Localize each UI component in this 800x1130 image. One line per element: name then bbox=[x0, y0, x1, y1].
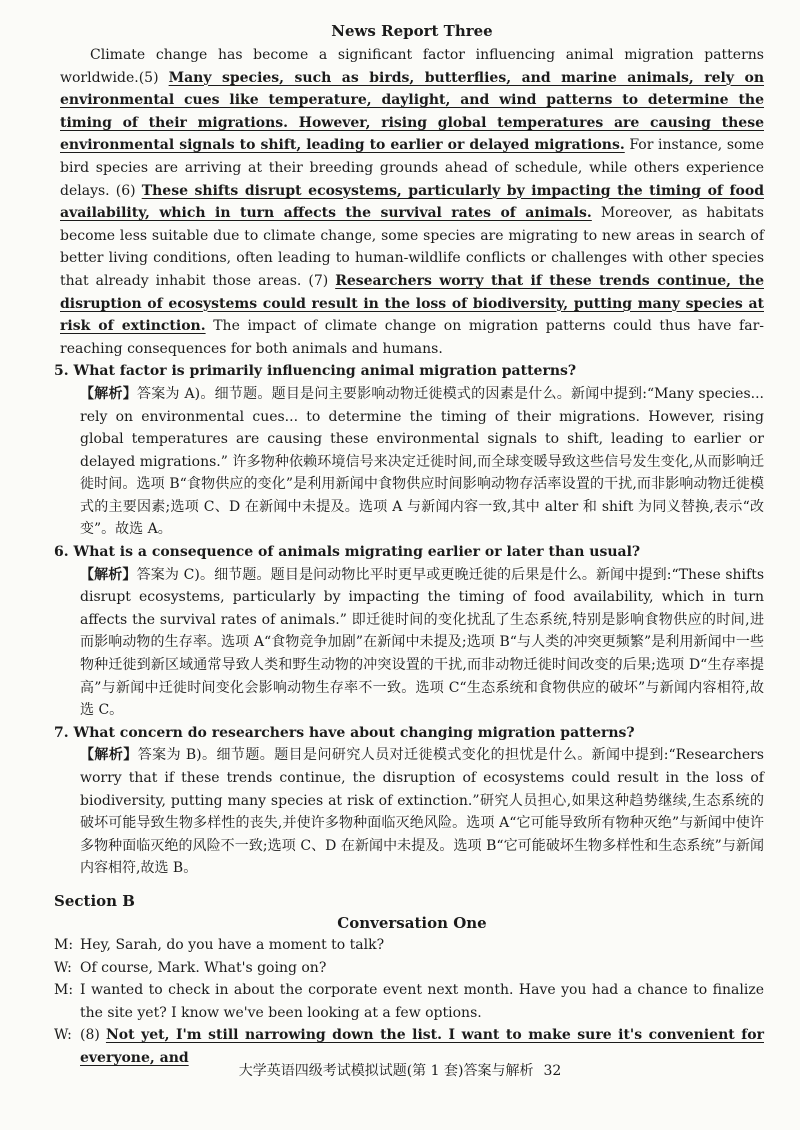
report-title: News Report Three bbox=[331, 22, 493, 40]
dialogue-text: Of course, Mark. What's going on? bbox=[80, 959, 327, 976]
question-5: 5. What factor is primarily influencing animal migration patterns? bbox=[54, 363, 577, 380]
dialogue-text: I wanted to check in about the corporate event next month. Have you had a chance to finalize the site yet? I know we've been looking at a few options. bbox=[80, 982, 764, 1021]
speaker-label: W: bbox=[54, 959, 72, 976]
footer-title: 大学英语四级考试模拟试题(第 1 套)答案与解析 bbox=[238, 1063, 534, 1079]
report-text-3: Moreover, as habitats become less suitable due to climate change, some species are migrating to new areas in search of better living conditions, often leading to human-wildlife conflicts or challenges with other species that already inhabit those areas. (7) bbox=[60, 205, 764, 289]
underlined-sentence-5: Many species, such as birds, butterflies, and marine animals, rely on environmental cues like temperature, daylight, and wind patterns to determine the timing of their migrations. However, rising global temperatures are causing these environmental signals to shift, leading to earlier or delayed migrations. bbox=[60, 69, 765, 154]
question-6: 6. What is a consequence of animals migrating earlier or later than usual? bbox=[54, 544, 641, 561]
underlined-sentence-8: Not yet, I'm still narrowing down the list. I want to make sure it's convenient for everyone, and bbox=[80, 1027, 764, 1066]
page-footer bbox=[0, 1060, 800, 1080]
conversation-title: Conversation One bbox=[337, 913, 487, 932]
explanation-tag: 【解析】 bbox=[80, 747, 138, 764]
explanation-tag: 【解析】 bbox=[80, 566, 137, 583]
explanation-text: 答案为 C)。细节题。题目是问动物比平时更早或更晚迁徙的后果是什么。新闻中提到:“These shifts disrupt ecosystems, particularly by impacting the timing of food availability, which in turn affects the survival rates of animals.” 即迁徙时间的变化扰乱了生态系统,特别是影响食物供应的时间,进而影响动物的生存率。选项 A“食物竞争加剧”在新闻中未提及;选项 B“与人类的冲突更频繁”是利用新闻中一些物种迁徙到新区域通常导致人类和野生动物的冲突设置的干扰,而非动物迁徙时间改变的后果;选项 D“生存率提高”与新闻中迁徙时间变化会影响动物生存率不一致。选项 C“生态系统和食物供应的破坏”与新闻内容相符,故选 C。 bbox=[80, 566, 765, 719]
explanation-7 bbox=[80, 744, 764, 880]
section-heading: Section B bbox=[54, 891, 135, 910]
underlined-sentence-6: These shifts disrupt ecosystems, particularly by impacting the timing of food availability, which in turn affects the survival rates of animals. bbox=[60, 182, 764, 222]
explanation-5 bbox=[80, 383, 764, 541]
explanation-text: 答案为 B)。细节题。题目是问研究人员对迁徙模式变化的担忧是什么。新闻中提到:“Researchers worry that if these trends continue, the disruption of ecosystems could result in the loss of biodiversity, putting many species at risk of extinction.”研究人员担心,如果这种趋势继续,生态系统的破坏可能导致生物多样性的丧失,并使许多物种面临灭绝风险。选项 A“它可能导致所有物种灭绝”与新闻中使许多物种面临灭绝的风险不一致;选项 C、D 在新闻中未提及。选项 B“它可能破坏生物多样性和生态系统”与新闻内容相符,故选 B。 bbox=[80, 747, 764, 877]
speaker-label: M: bbox=[54, 982, 74, 999]
underlined-sentence-7: Researchers worry that if these trends continue, the disruption of ecosystems could result in the loss of biodiversity, putting many species at risk of extinction. bbox=[60, 272, 764, 335]
dialogue-line bbox=[54, 979, 764, 1024]
dialogue-line bbox=[54, 957, 764, 980]
explanation-tag: 【解析】 bbox=[80, 385, 138, 402]
question-number: (8) bbox=[80, 1027, 106, 1044]
page-content bbox=[54, 22, 765, 1070]
news-report-paragraph bbox=[60, 44, 764, 360]
speaker-label: M: bbox=[54, 936, 74, 953]
explanation-text: 答案为 A)。细节题。题目是问主要影响动物迁徙模式的因素是什么。新闻中提到:“Many species... rely on environmental cues... to determine the timing of their migrations. However, rising global temperatures are causing these environmental signals to shift, leading to earlier or delayed migrations.” 许多物种依赖环境信号来决定迁徙时间,而全球变暖导致这些信号发生变化,从而影响迁徙时间。选项 B“食物供应的变化”是利用新闻中食物供应时间影响动物存活率设置的干扰,而非影响动物迁徙模式的主要因素;选项 C、D 在新闻中未提及。选项 A 与新闻内容一致,其中 alter 和 shift 为同义替换,表示“改变”。故选 A。 bbox=[80, 385, 765, 538]
dialogue-text: Hey, Sarah, do you have a moment to talk? bbox=[80, 936, 385, 953]
dialogue-line bbox=[54, 934, 764, 957]
report-text-1: Climate change has become a significant factor influencing animal migration patterns worldwide.(5) bbox=[60, 47, 764, 86]
explanation-6 bbox=[80, 564, 764, 722]
speaker-label: W: bbox=[54, 1027, 72, 1044]
page-number: 32 bbox=[543, 1063, 562, 1079]
question-7: 7. What concern do researchers have about changing migration patterns? bbox=[54, 724, 635, 741]
report-text-2: For instance, some bird species are arriving at their breeding grounds ahead of schedule, while others experience delays. (6) bbox=[60, 137, 764, 199]
report-text-4: The impact of climate change on migration patterns could thus have far-reaching consequences for both animals and humans. bbox=[60, 318, 764, 357]
